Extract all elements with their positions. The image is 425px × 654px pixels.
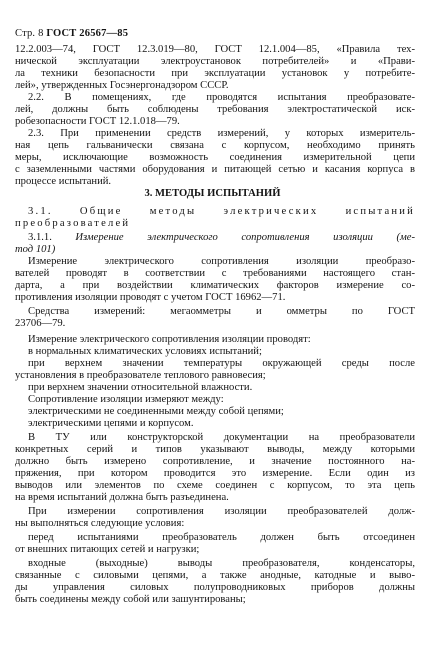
text-line: робезопасности ГОСТ 12.1.018—79.	[15, 116, 180, 127]
page-number: Стр. 8	[15, 28, 44, 39]
text-line: меры, исключающие возможность соединения измерительной цепи	[15, 152, 415, 163]
text-line: электрическими не соединенными между собой цепями;	[28, 406, 284, 417]
text-line: Измерение электрического сопротивления изоляции преобразо-	[28, 256, 415, 267]
text-line: 12.2.003—74, ГОСТ 12.3.019—80, ГОСТ 12.1.004—85, «Правила тех-	[15, 44, 415, 55]
text-line: 3.1. Общие методы электрических испытаний	[28, 206, 415, 217]
text-line: установления в преобразователе теплового равновесия;	[15, 370, 266, 381]
text-line: преобразователей	[15, 218, 131, 229]
text-line: с заземленными частями оборудования и питающей сетью и касания корпуса в процессе испытаний.	[15, 164, 415, 187]
text-line: в нормальных климатических условиях испытаний;	[28, 346, 262, 357]
text-line: ны выполняться следующие условия:	[15, 518, 185, 529]
text-line: 3. МЕТОДЫ ИСПЫТАНИЙ	[144, 188, 281, 199]
text-line: Сопротивление изоляции измеряют между:	[28, 394, 224, 405]
text-line: Измерение электрического сопротивления изоляции проводят:	[28, 334, 311, 345]
text-line: пряжения, при котором проводится это измерение. Если один из	[15, 468, 415, 479]
text-line: 2.3. При применении средств измерений, у которых измеритель-	[28, 128, 415, 139]
text-line: должно быть измерено сопротивление, и значение постоянного на-	[15, 456, 415, 467]
text-line: Средства измерений: мегаомметры и омметры по ГОСТ	[28, 306, 415, 317]
text-line: лей, должны быть соблюдены требования электростатической иск-	[15, 104, 415, 115]
text-line: быть соединены между собой или зашунтированы;	[15, 594, 246, 605]
standard-designation: ГОСТ 26567—85	[46, 28, 129, 39]
text-line: 23706—79.	[15, 318, 66, 329]
text-line: ла техники безопасности при эксплуатации установок у потребите-	[15, 68, 415, 79]
text-line: При измерении сопротивления изоляции преобразователей долж-	[28, 506, 415, 517]
text-line: от внешних питающих сетей и нагрузки;	[15, 544, 200, 555]
text-line: лей», утвержденных Госэнергонадзором СССР.	[15, 80, 229, 91]
text-line: ды управления силовых полупроводниковых приборов должны	[15, 582, 415, 593]
text-line: ная цепь гальванически связана с корпусом, необходимо принять	[15, 140, 415, 151]
text-line: конкретных серий и типов указывают выводы, между которыми	[15, 444, 415, 455]
text-line: перед испытаниями преобразователь должен быть отсоединен	[28, 532, 415, 543]
text-line: В ТУ или конструкторской документации на преобразователи	[28, 432, 415, 443]
text-line: при верхнем значении температуры окружающей среды после	[28, 358, 415, 369]
text-line: электрическими цепями и корпусом.	[28, 418, 194, 429]
text-line: при верхнем значении относительной влажности.	[28, 382, 253, 393]
text-line: нической эксплуатации электроустановок потребителей» и «Прави-	[15, 56, 415, 67]
text-line: 3.1.1. Измерение электрического сопротивления изоляции (ме-	[28, 232, 415, 243]
text-line: противления изоляции проводят с учетом ГОСТ 16962—71.	[15, 292, 286, 303]
page-header	[15, 28, 128, 39]
text-line: связанные с силовыми цепями, а также анодные, катодные и выво-	[15, 570, 415, 581]
text-line: 2.2. В помещениях, где проводятся испытания преобразовате-	[28, 92, 415, 103]
text-line: вателей проводят в соответствии с требованиями настоящего стан-	[15, 268, 415, 279]
text-line: выводов или элементов по схеме соединен с корпусом, то эта цепь	[15, 480, 415, 491]
text-line: входные (выходные) выводы преобразователя, конденсаторы,	[28, 558, 415, 569]
text-line: тод 101)	[15, 244, 56, 255]
text-line: на время испытаний должна быть разъединена.	[15, 492, 229, 503]
text-line: дарта, а при воздействии климатических факторов измерение со-	[15, 280, 415, 291]
